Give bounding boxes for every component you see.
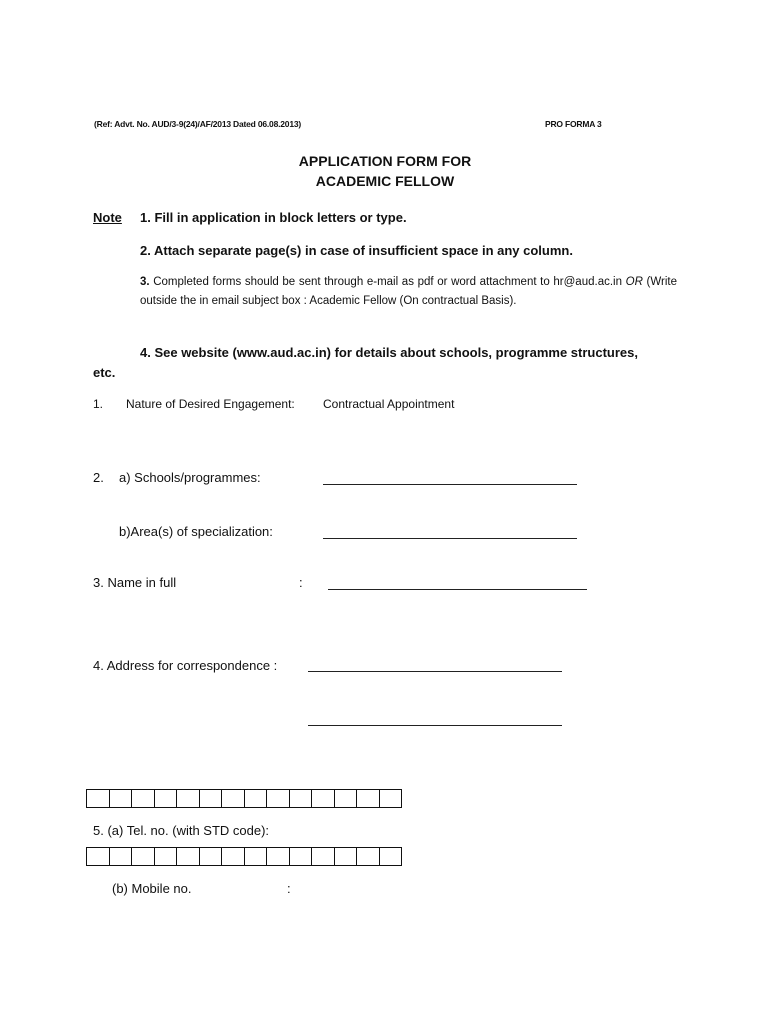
note-item-4-line-2: etc. bbox=[93, 365, 116, 380]
digit-box[interactable] bbox=[380, 847, 403, 866]
field-1-value: Contractual Appointment bbox=[323, 397, 455, 411]
mobile-colon: : bbox=[287, 881, 291, 896]
note-item-4-line-1: 4. See website (www.aud.ac.in) for details about schools, programme structures, bbox=[140, 345, 638, 360]
digit-box[interactable] bbox=[155, 789, 178, 808]
digit-box[interactable] bbox=[357, 789, 380, 808]
digit-box[interactable] bbox=[110, 789, 133, 808]
specialization-field[interactable] bbox=[323, 538, 577, 539]
digit-box[interactable] bbox=[267, 847, 290, 866]
digit-box[interactable] bbox=[380, 789, 403, 808]
address-label: 4. Address for correspondence : bbox=[93, 658, 278, 673]
schools-programmes-field[interactable] bbox=[323, 484, 577, 485]
telephone-label: 5. (a) Tel. no. (with STD code): bbox=[93, 823, 270, 838]
digit-box[interactable] bbox=[132, 847, 155, 866]
specialization-label: b)Area(s) of specialization: bbox=[119, 524, 273, 539]
digit-box[interactable] bbox=[222, 789, 245, 808]
digit-box[interactable] bbox=[290, 789, 313, 808]
note-label: Note bbox=[93, 210, 122, 225]
digit-box[interactable] bbox=[312, 847, 335, 866]
note-item-3 bbox=[140, 273, 677, 311]
telephone-digit-boxes[interactable] bbox=[86, 847, 402, 866]
address-field-line-2[interactable] bbox=[308, 725, 562, 726]
name-colon: : bbox=[299, 575, 303, 590]
schools-programmes-label: a) Schools/programmes: bbox=[119, 470, 261, 485]
digit-box[interactable] bbox=[132, 789, 155, 808]
note-item-3-text-a: Completed forms should be sent through e-mail as pdf or word attachment to hr@aud.ac.in bbox=[153, 276, 622, 288]
digit-box[interactable] bbox=[200, 789, 223, 808]
note-item-2: 2. Attach separate page(s) in case of insufficient space in any column. bbox=[140, 243, 573, 258]
mobile-label: (b) Mobile no. bbox=[112, 881, 192, 896]
name-label: 3. Name in full bbox=[93, 575, 177, 590]
digit-box[interactable] bbox=[177, 847, 200, 866]
address-field-line-1[interactable] bbox=[308, 671, 562, 672]
digit-box[interactable] bbox=[357, 847, 380, 866]
digit-box[interactable] bbox=[155, 847, 178, 866]
form-title-line-1: APPLICATION FORM FOR bbox=[298, 153, 472, 169]
note-item-3-number: 3. bbox=[140, 276, 150, 288]
pro-forma-label: PRO FORMA 3 bbox=[545, 119, 602, 129]
field-1-label: Nature of Desired Engagement: bbox=[126, 397, 295, 411]
address-digit-boxes[interactable] bbox=[86, 789, 402, 808]
note-item-1: 1. Fill in application in block letters or type. bbox=[140, 210, 407, 225]
name-field[interactable] bbox=[328, 589, 587, 590]
field-2-number: 2. bbox=[93, 470, 104, 485]
digit-box[interactable] bbox=[335, 789, 358, 808]
digit-box[interactable] bbox=[110, 847, 133, 866]
field-1-number: 1. bbox=[93, 397, 104, 411]
digit-box[interactable] bbox=[222, 847, 245, 866]
digit-box[interactable] bbox=[177, 789, 200, 808]
digit-box[interactable] bbox=[312, 789, 335, 808]
note-item-3-or: OR bbox=[625, 276, 643, 288]
advertisement-reference: (Ref: Advt. No. AUD/3-9(24)/AF/2013 Dated 06.08.2013) bbox=[94, 119, 302, 129]
form-title-line-2: ACADEMIC FELLOW bbox=[315, 173, 455, 189]
digit-box[interactable] bbox=[335, 847, 358, 866]
digit-box[interactable] bbox=[267, 789, 290, 808]
digit-box[interactable] bbox=[87, 847, 110, 866]
digit-box[interactable] bbox=[245, 847, 268, 866]
note-item-3-text-b: (Write outside the in email subject box : Academic Fellow (On contractual Basis). bbox=[140, 276, 677, 307]
digit-box[interactable] bbox=[200, 847, 223, 866]
digit-box[interactable] bbox=[245, 789, 268, 808]
digit-box[interactable] bbox=[290, 847, 313, 866]
digit-box[interactable] bbox=[87, 789, 110, 808]
